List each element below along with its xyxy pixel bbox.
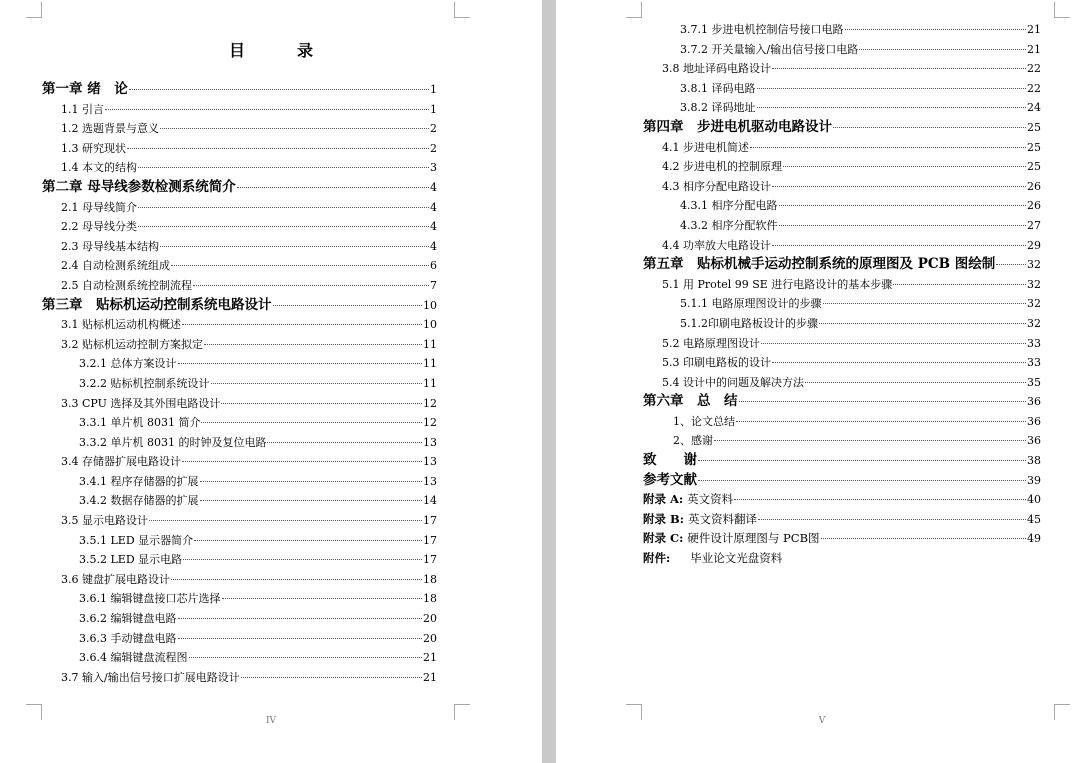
toc-entry-title: 1、论文总结 bbox=[662, 414, 735, 428]
toc-entry-title: 3.5.2 LED 显示电路 bbox=[79, 553, 183, 567]
toc-entry[interactable] bbox=[643, 549, 1041, 569]
toc-entry-page: 21 bbox=[423, 651, 437, 665]
toc-entry-title: 2.2 母导线分类 bbox=[61, 220, 137, 234]
toc-entry-page: 40 bbox=[1027, 493, 1041, 507]
toc-dot-leader bbox=[821, 538, 1026, 539]
toc-entry-title: 3.4 存储器扩展电路设计 bbox=[61, 455, 181, 469]
toc-dot-leader bbox=[833, 127, 1026, 128]
toc-dot-leader bbox=[893, 284, 1026, 285]
toc-dot-leader bbox=[183, 559, 422, 560]
toc-entry-title: 第一章 绪 论 bbox=[42, 81, 128, 97]
toc-entry[interactable] bbox=[643, 138, 1041, 158]
toc-entry-title: 3.6.4 编辑键盘流程图 bbox=[79, 651, 188, 665]
toc-entry[interactable] bbox=[643, 79, 1041, 99]
toc-entry-title: 3.8.1 译码电路 bbox=[680, 81, 756, 95]
toc-dot-leader bbox=[138, 226, 429, 227]
toc-entry-page: 36 bbox=[1027, 395, 1041, 409]
toc-entry[interactable] bbox=[42, 629, 437, 649]
toc-entry-title: 5.2 电路原理图设计 bbox=[662, 336, 760, 350]
toc-entry[interactable] bbox=[42, 296, 437, 316]
toc-entry-title: 3.2.2 贴标机控制系统设计 bbox=[79, 376, 210, 390]
toc-entry[interactable] bbox=[42, 80, 437, 100]
toc-entry[interactable] bbox=[643, 431, 1041, 451]
page-number: IV bbox=[265, 716, 277, 726]
toc-entry[interactable] bbox=[643, 510, 1041, 530]
toc-entry-title: 3.5.1 LED 显示器简介 bbox=[79, 533, 194, 547]
toc-entry-page: 4 bbox=[430, 239, 437, 253]
toc-entry[interactable] bbox=[42, 315, 437, 335]
toc-entry[interactable] bbox=[42, 433, 437, 453]
toc-entry-page: 2 bbox=[430, 141, 437, 155]
toc-entry[interactable] bbox=[643, 353, 1041, 373]
toc-dot-leader bbox=[178, 363, 423, 364]
toc-dot-leader bbox=[757, 107, 1027, 108]
toc-dot-leader bbox=[221, 403, 422, 404]
toc-entry-page: 22 bbox=[1027, 62, 1041, 76]
toc-dot-leader bbox=[129, 89, 429, 90]
toc-entry-title: 第三章 贴标机运动控制系统电路设计 bbox=[42, 296, 272, 313]
toc-entry-title: 第六章 总 结 bbox=[643, 393, 738, 410]
toc-entry[interactable] bbox=[643, 236, 1041, 256]
toc-dot-leader bbox=[698, 460, 1026, 461]
toc-dot-leader bbox=[138, 167, 429, 168]
toc-entry-page: 10 bbox=[423, 298, 437, 312]
toc-dot-leader bbox=[845, 29, 1027, 30]
toc-entry-title: 2.1 母导线简介 bbox=[61, 200, 137, 214]
toc-entry-title: 5.1.2印刷电路板设计的步骤 bbox=[680, 316, 818, 330]
toc-entry-title: 4.2 步进电机的控制原理 bbox=[662, 160, 782, 174]
toc-dot-leader bbox=[750, 147, 1026, 148]
toc-dot-leader bbox=[819, 323, 1026, 324]
toc-dot-leader bbox=[772, 186, 1026, 187]
toc-entry-page: 18 bbox=[423, 592, 437, 606]
toc-dot-leader bbox=[996, 264, 1026, 265]
toc-entry-page: 18 bbox=[423, 572, 437, 586]
toc-entry[interactable] bbox=[643, 118, 1041, 138]
toc-entry-title: 3.6.3 手动键盘电路 bbox=[79, 631, 177, 645]
toc-entry-title: 3.4.1 程序存储器的扩展 bbox=[79, 474, 199, 488]
crop-mark-top-left bbox=[26, 2, 42, 18]
toc-entry-page: 29 bbox=[1027, 238, 1041, 252]
toc-dot-leader bbox=[237, 187, 429, 188]
toc-dot-leader bbox=[714, 440, 1026, 441]
toc-entry[interactable] bbox=[643, 157, 1041, 177]
toc-entry[interactable] bbox=[42, 511, 437, 531]
toc-entry-title: 3.7 输入/输出信号接口扩展电路设计 bbox=[61, 670, 240, 684]
toc-entry[interactable] bbox=[42, 531, 437, 551]
toc-entry[interactable] bbox=[643, 392, 1041, 412]
toc-entry-page: 13 bbox=[423, 435, 437, 449]
toc-entry-title: 3.6 键盘扩展电路设计 bbox=[61, 572, 170, 586]
toc-entry-title: 1.1 引言 bbox=[61, 102, 104, 116]
toc-entry-page: 17 bbox=[423, 553, 437, 567]
toc-entry[interactable] bbox=[643, 59, 1041, 79]
toc-entry-page: 39 bbox=[1027, 473, 1041, 487]
toc-entry-title: 4.4 功率放大电路设计 bbox=[662, 238, 771, 252]
toc-entry-label: 附录 C: bbox=[643, 531, 684, 546]
toc-entry-page: 7 bbox=[430, 278, 437, 292]
toc-dot-leader bbox=[200, 481, 423, 482]
toc-entry-page: 6 bbox=[430, 259, 437, 273]
toc-entry-title: 第四章 步进电机驱动电路设计 bbox=[643, 118, 832, 135]
toc-entry[interactable] bbox=[643, 490, 1041, 510]
toc-entry-label: 附件: bbox=[643, 551, 671, 566]
toc-entry-title: 5.1.1 电路原理图设计的步骤 bbox=[680, 297, 822, 311]
toc-entry-page: 33 bbox=[1027, 336, 1041, 350]
toc-entry-title: 英文资料翻译 bbox=[687, 511, 757, 526]
toc-entry[interactable] bbox=[42, 354, 437, 374]
toc-entry[interactable] bbox=[42, 472, 437, 492]
toc-entry[interactable] bbox=[42, 139, 437, 159]
toc-dot-leader bbox=[149, 520, 422, 521]
toc-entry[interactable] bbox=[643, 216, 1041, 236]
page-number: V bbox=[818, 716, 826, 726]
toc-entry[interactable] bbox=[42, 570, 437, 590]
toc-dot-leader bbox=[736, 421, 1026, 422]
toc-entry-title: 3.6.2 编辑键盘电路 bbox=[79, 612, 177, 626]
toc-entry-title: 3.7.2 开关量输入/输出信号接口电路 bbox=[680, 42, 859, 56]
toc-entry-title: 3.5 显示电路设计 bbox=[61, 514, 148, 528]
toc-entry-page: 24 bbox=[1027, 101, 1041, 115]
toc-entry[interactable] bbox=[643, 412, 1041, 432]
toc-entry[interactable] bbox=[42, 178, 437, 198]
toc-entry[interactable] bbox=[42, 237, 437, 257]
toc-entry-title: 2.3 母导线基本结构 bbox=[61, 239, 159, 253]
toc-entry-page: 32 bbox=[1027, 277, 1041, 291]
toc-dot-leader bbox=[772, 68, 1026, 69]
toc-entry-page: 1 bbox=[430, 83, 437, 96]
toc-entry[interactable] bbox=[42, 550, 437, 570]
toc-entry-title: 3.2 贴标机运动控制方案拟定 bbox=[61, 337, 203, 351]
toc-entry[interactable] bbox=[643, 98, 1041, 118]
toc-dot-leader bbox=[734, 499, 1026, 500]
toc-entry[interactable] bbox=[643, 471, 1041, 491]
toc-dot-leader bbox=[823, 303, 1027, 304]
toc-dot-leader bbox=[182, 324, 422, 325]
toc-entry[interactable] bbox=[643, 177, 1041, 197]
toc-entry-page: 36 bbox=[1027, 414, 1041, 428]
toc-dot-leader bbox=[739, 401, 1027, 402]
toc-entry[interactable] bbox=[643, 373, 1041, 393]
toc-dot-leader bbox=[772, 362, 1026, 363]
toc-dot-leader bbox=[178, 638, 423, 639]
toc-dot-leader bbox=[204, 344, 422, 345]
toc-entry-page: 11 bbox=[423, 376, 437, 390]
toc-entry-page: 17 bbox=[423, 533, 437, 547]
toc-dot-leader bbox=[171, 579, 422, 580]
toc-entry[interactable] bbox=[42, 589, 437, 609]
toc-entry-title: 1.2 选题背景与意义 bbox=[61, 122, 159, 136]
toc-entry[interactable] bbox=[42, 158, 437, 178]
toc-entry[interactable] bbox=[42, 648, 437, 668]
toc-entry-page: 10 bbox=[423, 318, 437, 332]
toc-entry-page: 36 bbox=[1027, 434, 1041, 448]
toc-entry[interactable] bbox=[42, 335, 437, 355]
toc-entry[interactable] bbox=[42, 609, 437, 629]
toc-entry-page: 26 bbox=[1027, 199, 1041, 213]
toc-list-left bbox=[42, 80, 437, 687]
toc-dot-leader bbox=[201, 422, 422, 423]
toc-entry-title: 3.3.1 单片机 8031 简介 bbox=[79, 416, 201, 430]
toc-entry-page: 2 bbox=[430, 122, 437, 136]
toc-dot-leader bbox=[182, 461, 422, 462]
toc-dot-leader bbox=[859, 49, 1026, 50]
toc-dot-leader bbox=[105, 109, 429, 110]
toc-entry-page: 3 bbox=[430, 161, 437, 175]
toc-entry-title: 3.6.1 编辑键盘接口芯片选择 bbox=[79, 592, 221, 606]
toc-entry[interactable] bbox=[42, 198, 437, 218]
toc-list-right bbox=[643, 20, 1041, 569]
toc-entry-page: 25 bbox=[1027, 120, 1041, 134]
toc-entry-title: 参考文献 bbox=[643, 471, 697, 488]
toc-entry-page: 11 bbox=[423, 357, 437, 371]
toc-entry-page: 22 bbox=[1027, 81, 1041, 95]
toc-entry[interactable] bbox=[643, 451, 1041, 471]
toc-entry-page: 20 bbox=[423, 631, 437, 645]
crop-mark-top-right bbox=[454, 2, 470, 18]
toc-entry[interactable] bbox=[643, 334, 1041, 354]
toc-entry-page: 4 bbox=[430, 220, 437, 234]
toc-dot-leader bbox=[757, 88, 1027, 89]
toc-dot-leader bbox=[222, 598, 423, 599]
toc-entry-page: 45 bbox=[1027, 512, 1041, 526]
toc-dot-leader bbox=[241, 677, 422, 678]
toc-entry[interactable] bbox=[643, 314, 1041, 334]
toc-entry-title: 英文资料 bbox=[687, 492, 734, 507]
toc-entry[interactable] bbox=[42, 413, 437, 433]
toc-entry[interactable] bbox=[643, 196, 1041, 216]
toc-entry[interactable] bbox=[42, 119, 437, 139]
toc-entry-title: 3.8 地址译码电路设计 bbox=[662, 62, 771, 76]
toc-entry-title: 第五章 贴标机械手运动控制系统的原理图及 PCB 图绘制 bbox=[643, 256, 996, 273]
toc-entry-title: 1.3 研究现状 bbox=[61, 141, 126, 155]
toc-entry-title: 3.8.2 译码地址 bbox=[680, 101, 756, 115]
toc-entry-page: 13 bbox=[423, 455, 437, 469]
toc-entry-title: 3.1 贴标机运动机构概述 bbox=[61, 318, 181, 332]
toc-entry-page: 32 bbox=[1027, 258, 1041, 272]
toc-dot-leader bbox=[758, 519, 1026, 520]
toc-entry-page: 49 bbox=[1027, 532, 1041, 546]
toc-entry-page: 35 bbox=[1027, 375, 1041, 389]
toc-entry-page: 38 bbox=[1027, 454, 1041, 468]
crop-mark-top-right bbox=[1054, 2, 1070, 18]
toc-entry-page: 21 bbox=[423, 670, 437, 684]
toc-entry-page: 14 bbox=[423, 494, 437, 508]
toc-dot-leader bbox=[783, 166, 1026, 167]
toc-dot-leader bbox=[698, 480, 1026, 481]
crop-mark-top-left bbox=[626, 2, 642, 18]
toc-entry-page: 33 bbox=[1027, 356, 1041, 370]
toc-entry-title: 4.3.2 相序分配软件 bbox=[680, 218, 778, 232]
toc-dot-leader bbox=[267, 442, 422, 443]
toc-dot-leader bbox=[189, 657, 423, 658]
toc-entry[interactable] bbox=[643, 255, 1041, 275]
toc-entry-title: 第二章 母导线参数检测系统简介 bbox=[42, 178, 236, 195]
toc-entry-page: 32 bbox=[1027, 297, 1041, 311]
toc-dot-leader bbox=[193, 285, 429, 286]
toc-dot-leader bbox=[772, 245, 1026, 246]
toc-title: 目 录 bbox=[228, 41, 331, 60]
toc-entry[interactable] bbox=[643, 20, 1041, 40]
toc-dot-leader bbox=[273, 305, 423, 306]
document-page-left bbox=[0, 0, 542, 763]
toc-entry-page: 17 bbox=[423, 514, 437, 528]
toc-entry[interactable] bbox=[42, 217, 437, 237]
toc-entry-page: 25 bbox=[1027, 160, 1041, 174]
toc-entry-title: 3.2.1 总体方案设计 bbox=[79, 357, 177, 371]
toc-entry-title: 致 谢 bbox=[643, 452, 697, 469]
toc-entry-title: 5.4 设计中的问题及解决方法 bbox=[662, 375, 804, 389]
toc-dot-leader bbox=[805, 382, 1026, 383]
document-page-right bbox=[556, 0, 1088, 763]
toc-entry[interactable] bbox=[643, 294, 1041, 314]
toc-entry-title: 3.3.2 单片机 8031 的时钟及复位电路 bbox=[79, 435, 267, 449]
toc-entry-title: 4.3 相序分配电路设计 bbox=[662, 179, 771, 193]
toc-dot-leader bbox=[779, 225, 1027, 226]
toc-entry-page: 1 bbox=[430, 102, 437, 116]
toc-entry-title: 4.3.1 相序分配电路 bbox=[680, 199, 778, 213]
toc-entry-title: 3.3 CPU 选择及其外围电路设计 bbox=[61, 396, 221, 410]
toc-dot-leader bbox=[194, 540, 422, 541]
toc-entry-page: 11 bbox=[423, 337, 437, 351]
toc-entry-page: 12 bbox=[423, 416, 437, 430]
toc-entry-page: 21 bbox=[1027, 23, 1041, 36]
toc-entry[interactable] bbox=[42, 452, 437, 472]
toc-entry-title: 2、感谢 bbox=[662, 434, 713, 448]
toc-dot-leader bbox=[160, 128, 429, 129]
toc-entry-title: 2.5 自动检测系统控制流程 bbox=[61, 278, 192, 292]
toc-dot-leader bbox=[761, 343, 1026, 344]
toc-entry-page: 21 bbox=[1027, 42, 1041, 56]
toc-entry-page: 12 bbox=[423, 396, 437, 410]
toc-entry[interactable] bbox=[643, 40, 1041, 60]
toc-entry-page: 27 bbox=[1027, 218, 1041, 232]
toc-dot-leader bbox=[211, 383, 423, 384]
toc-entry-page: 32 bbox=[1027, 316, 1041, 330]
toc-entry[interactable] bbox=[42, 394, 437, 414]
toc-entry-title: 3.4.2 数据存储器的扩展 bbox=[79, 494, 199, 508]
toc-entry-title: 5.1 用 Protel 99 SE 进行电路设计的基本步骤 bbox=[662, 277, 893, 291]
toc-entry-page: 26 bbox=[1027, 179, 1041, 193]
toc-entry-title: 3.7.1 步进电机控制信号接口电路 bbox=[680, 23, 844, 36]
toc-entry-title: 4.1 步进电机简述 bbox=[662, 140, 749, 154]
toc-dot-leader bbox=[178, 618, 423, 619]
toc-entry-page: 25 bbox=[1027, 140, 1041, 154]
toc-entry-title: 毕业论文光盘资料 bbox=[690, 551, 783, 566]
toc-dot-leader bbox=[160, 246, 429, 247]
toc-entry[interactable] bbox=[42, 276, 437, 296]
toc-entry[interactable] bbox=[643, 275, 1041, 295]
toc-entry-page: 4 bbox=[430, 200, 437, 214]
toc-entry-page: 20 bbox=[423, 612, 437, 626]
toc-entry[interactable] bbox=[42, 374, 437, 394]
toc-dot-leader bbox=[138, 207, 429, 208]
toc-dot-leader bbox=[171, 265, 429, 266]
toc-entry[interactable] bbox=[42, 668, 437, 688]
toc-entry-label: 附录 A: bbox=[643, 492, 684, 507]
toc-entry[interactable] bbox=[42, 100, 437, 120]
page-gutter bbox=[542, 0, 556, 763]
toc-entry[interactable] bbox=[643, 529, 1041, 549]
toc-entry-title: 5.3 印刷电路板的设计 bbox=[662, 356, 771, 370]
toc-entry-title: 硬件设计原理图与 PCB图 bbox=[687, 531, 820, 546]
toc-entry-page: 13 bbox=[423, 474, 437, 488]
toc-entry-page: 4 bbox=[430, 180, 437, 194]
toc-dot-leader bbox=[200, 500, 423, 501]
toc-dot-leader bbox=[779, 205, 1027, 206]
toc-entry[interactable] bbox=[42, 256, 437, 276]
toc-dot-leader bbox=[127, 148, 429, 149]
toc-entry[interactable] bbox=[42, 491, 437, 511]
toc-entry-title: 1.4 本文的结构 bbox=[61, 161, 137, 175]
toc-entry-label: 附录 B: bbox=[643, 511, 684, 526]
toc-entry-title: 2.4 自动检测系统组成 bbox=[61, 259, 170, 273]
